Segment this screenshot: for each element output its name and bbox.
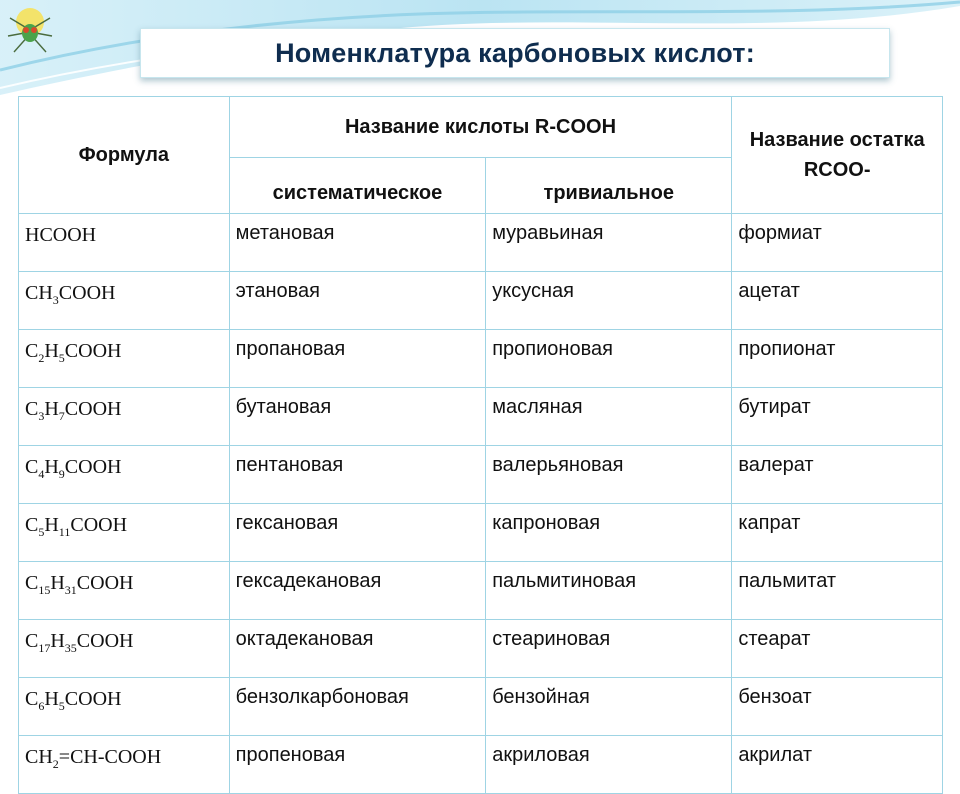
- trivial-name-cell: пропионовая: [486, 330, 732, 388]
- formula-cell: [19, 562, 230, 620]
- spider-icon: [0, 0, 62, 62]
- salt-name-cell: бензоат: [732, 678, 943, 736]
- formula-subscript: 3: [38, 409, 45, 423]
- table-row: [19, 678, 943, 736]
- systematic-name-cell: пропановая: [229, 330, 486, 388]
- salt-name-cell: ацетат: [732, 272, 943, 330]
- formula-cell: [19, 272, 230, 330]
- formula-text: C: [25, 398, 39, 420]
- formula-subscript: 17: [38, 641, 51, 655]
- table-row: [19, 272, 943, 330]
- systematic-name-cell: метановая: [229, 214, 486, 272]
- trivial-name-cell: стеариновая: [486, 620, 732, 678]
- formula-text: C: [25, 688, 39, 710]
- systematic-name-cell: этановая: [229, 272, 486, 330]
- table-row: [19, 620, 943, 678]
- formula-text: COOH: [58, 282, 116, 304]
- formula-text: COOH: [64, 688, 122, 710]
- salt-name-cell: пропионат: [732, 330, 943, 388]
- formula-subscript: 2: [38, 351, 45, 365]
- formula-cell: [19, 330, 230, 388]
- systematic-name-cell: пропеновая: [229, 736, 486, 794]
- formula-text: C: [25, 340, 39, 362]
- systematic-name-cell: октадекановая: [229, 620, 486, 678]
- systematic-name-cell: гексановая: [229, 504, 486, 562]
- formula-subscript: 4: [38, 467, 45, 481]
- salt-name-cell: акрилат: [732, 736, 943, 794]
- trivial-name-cell: уксусная: [486, 272, 732, 330]
- header-salt-line1: Название остатка: [749, 129, 925, 151]
- header-trivial: тривиальное: [486, 158, 732, 214]
- systematic-name-cell: гексадекановая: [229, 562, 486, 620]
- formula-text: H: [44, 340, 59, 362]
- salt-name-cell: капрат: [732, 504, 943, 562]
- table-row: [19, 330, 943, 388]
- trivial-name-cell: акриловая: [486, 736, 732, 794]
- trivial-name-cell: бензойная: [486, 678, 732, 736]
- salt-name-cell: бутират: [732, 388, 943, 446]
- table-row: [19, 446, 943, 504]
- table-row: [19, 504, 943, 562]
- formula-text: COOH: [76, 630, 134, 652]
- trivial-name-cell: пальмитиновая: [486, 562, 732, 620]
- formula-cell: [19, 388, 230, 446]
- salt-name-cell: стеарат: [732, 620, 943, 678]
- page-title: Номенклатура карбоновых кислот:: [275, 37, 755, 68]
- formula-subscript: 11: [58, 525, 71, 539]
- formula-text: C: [25, 572, 39, 594]
- formula-subscript: 7: [58, 409, 65, 423]
- formula-text: H: [44, 688, 59, 710]
- systematic-name-cell: бутановая: [229, 388, 486, 446]
- header-acid-name: Название кислоты R-COOH: [229, 97, 732, 158]
- salt-name-cell: валерат: [732, 446, 943, 504]
- trivial-name-cell: масляная: [486, 388, 732, 446]
- formula-text: HCOOH: [25, 224, 97, 246]
- title-box: [140, 28, 890, 78]
- formula-cell: [19, 446, 230, 504]
- systematic-name-cell: бензолкарбоновая: [229, 678, 486, 736]
- table-row: [19, 214, 943, 272]
- formula-cell: [19, 678, 230, 736]
- formula-subscript: 9: [58, 467, 65, 481]
- nomenclature-table: [18, 96, 943, 794]
- formula-text: COOH: [70, 514, 128, 536]
- formula-cell: [19, 736, 230, 794]
- table-row: [19, 736, 943, 794]
- formula-text: H: [44, 514, 59, 536]
- header-salt-name: [732, 97, 943, 214]
- header-formula: Формула: [19, 97, 230, 214]
- table-row: [19, 562, 943, 620]
- formula-subscript: 5: [58, 351, 65, 365]
- formula-cell: [19, 214, 230, 272]
- table-row: [19, 388, 943, 446]
- formula-subscript: 5: [58, 699, 65, 713]
- header-salt-line2: RCOO-: [803, 159, 871, 181]
- header-systematic: систематическое: [229, 158, 486, 214]
- formula-text: COOH: [64, 456, 122, 478]
- formula-text: COOH: [76, 572, 134, 594]
- formula-subscript: 2: [52, 757, 59, 771]
- formula-subscript: 35: [64, 641, 77, 655]
- formula-text: H: [50, 630, 65, 652]
- salt-name-cell: формиат: [732, 214, 943, 272]
- systematic-name-cell: пентановая: [229, 446, 486, 504]
- trivial-name-cell: капроновая: [486, 504, 732, 562]
- formula-text: C: [25, 514, 39, 536]
- salt-name-cell: пальмитат: [732, 562, 943, 620]
- formula-text: COOH: [64, 398, 122, 420]
- formula-cell: [19, 620, 230, 678]
- formula-cell: [19, 504, 230, 562]
- formula-subscript: 5: [38, 525, 45, 539]
- formula-text: H: [44, 456, 59, 478]
- formula-text: H: [44, 398, 59, 420]
- formula-text: H: [50, 572, 65, 594]
- formula-subscript: 3: [52, 293, 59, 307]
- trivial-name-cell: муравьиная: [486, 214, 732, 272]
- formula-text: CH: [25, 746, 53, 768]
- formula-text: C: [25, 456, 39, 478]
- formula-subscript: 6: [38, 699, 45, 713]
- formula-subscript: 31: [64, 583, 77, 597]
- formula-subscript: 15: [38, 583, 51, 597]
- formula-text: C: [25, 630, 39, 652]
- formula-text: COOH: [64, 340, 122, 362]
- trivial-name-cell: валерьяновая: [486, 446, 732, 504]
- formula-text: =CH-COOH: [58, 746, 162, 768]
- formula-text: CH: [25, 282, 53, 304]
